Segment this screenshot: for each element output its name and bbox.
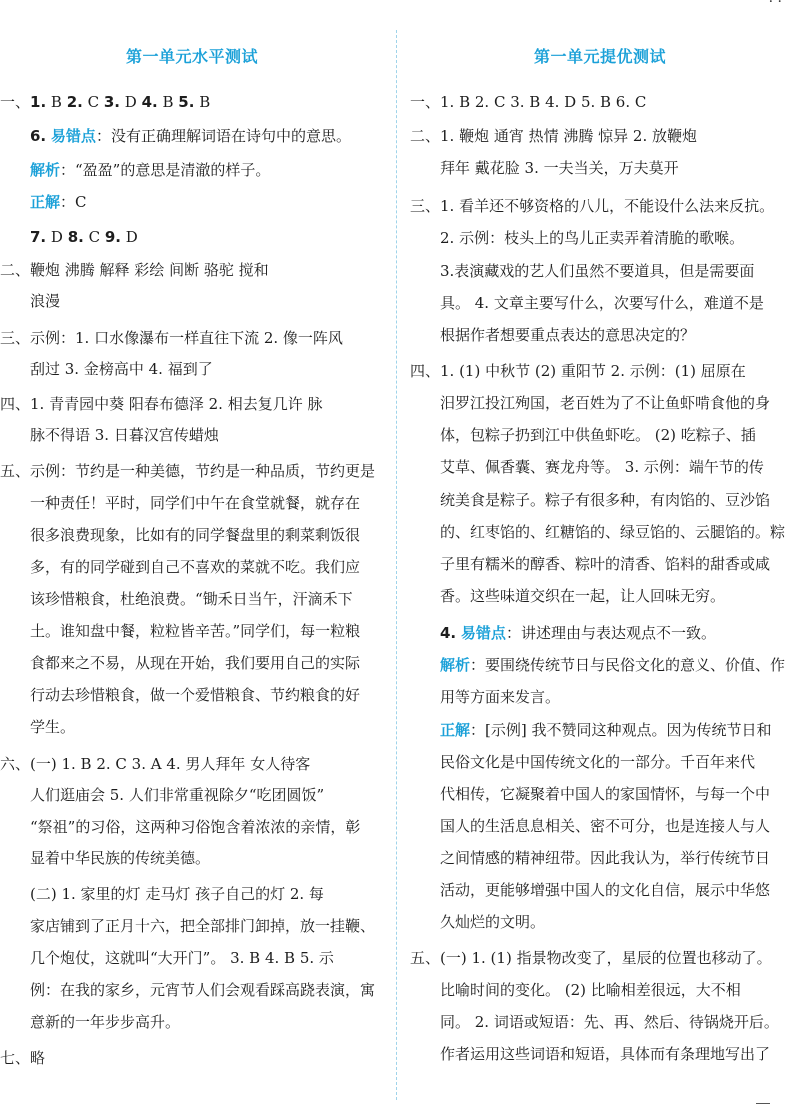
answer-text: 多，有的同学碰到自己不喜欢的菜就不吃。我们应 <box>30 558 361 576</box>
answer-text: 的、红枣馅的、红糖馅的、绿豆馅的、云腿馅的。粽 <box>440 523 786 541</box>
answer-text: D <box>120 93 142 111</box>
answer-line <box>30 817 360 837</box>
answer-line <box>30 192 87 212</box>
answer-text: 艾草、佩香囊、赛龙舟等。 3. 示例：端午节的传 <box>440 458 764 476</box>
answer-text: 该珍惜粮食，杜绝浪费。“锄禾日当午，汗滴禾下 <box>30 590 353 608</box>
answer-text: 5. <box>178 93 195 111</box>
answer-text: 拜年 戴花脸 3. 一夫当关，万夫莫开 <box>440 159 679 177</box>
answer-text: 一、 <box>0 93 31 111</box>
answer-line <box>440 720 772 740</box>
answer-line <box>30 785 324 805</box>
answer-line <box>30 621 360 641</box>
answer-line <box>440 623 716 643</box>
answer-text: B <box>157 93 179 111</box>
answer-text: 比喻时间的变化。 (2) 比喻相差很远，大不相 <box>440 981 741 999</box>
answer-label: 正解 <box>30 193 61 211</box>
answer-line <box>0 1048 45 1068</box>
answer-text: ：[示例] 我不赞同这种观点。因为传统节日和 <box>470 721 772 739</box>
answer-text: “祭祖”的习俗，这两种习俗饱含着浓浓的亲情，彰 <box>30 818 361 836</box>
answer-line <box>440 880 770 900</box>
answer-line <box>410 126 697 146</box>
answer-text: 子里有糯米的醇香、粽叶的清香、馅料的甜香或咸 <box>440 555 771 573</box>
answer-text: 二、1. 鞭炮 通宵 热情 沸腾 惊异 2. 放鞭炮 <box>410 127 698 145</box>
answer-text: 具。 4. 文章主要写什么，次要写什么，难道不是 <box>440 294 764 312</box>
answer-text: 显着中华民族的传统美德。 <box>30 849 211 867</box>
answer-text: 8. <box>67 228 84 246</box>
answer-line <box>440 393 770 413</box>
page-corner-mark: · · <box>768 0 782 10</box>
answer-line <box>30 653 360 673</box>
answer-line <box>30 493 360 513</box>
answer-text: 4. <box>440 624 457 642</box>
answer-text: 五、(一) 1. (1) 指景物改变了，星辰的位置也移动了。 <box>410 949 772 967</box>
answer-text: 久灿烂的文明。 <box>440 913 546 931</box>
answer-text: 国人的生活息息相关、密不可分，也是连接人与人 <box>440 817 771 835</box>
answer-label: 解析 <box>440 656 471 674</box>
answer-text: 之间情感的精神纽带。因此我认为，举行传统节日 <box>440 849 771 867</box>
answer-line <box>440 522 785 542</box>
answer-line <box>30 291 60 311</box>
answer-line <box>30 227 138 247</box>
answer-text: 四、1. (1) 中秋节 (2) 重阳节 2. 示例：(1) 屈原在 <box>410 362 746 380</box>
answer-text: 四、1. 青青园中葵 阳春布德泽 2. 相去复几许 脉 <box>0 395 323 413</box>
answer-text: B <box>194 93 211 111</box>
answer-line <box>30 848 210 868</box>
answer-text: 3.表演藏戏的艺人们虽然不要道具，但是需要面 <box>440 262 755 280</box>
answer-text: ：C <box>60 193 87 211</box>
answer-text: 几个炮仗，这就叫“大开门”。 3. B 4. B 5. 示 <box>30 949 334 967</box>
answer-text: ：讲述理由与表达观点不一致。 <box>505 624 716 642</box>
answer-line <box>440 457 764 477</box>
answer-line <box>30 160 270 180</box>
answer-text: 行动去珍惜粮食，做一个爱惜粮食、节约粮食的好 <box>30 686 361 704</box>
page-corner-dash <box>756 1103 770 1104</box>
answer-line <box>0 92 210 112</box>
answer-line <box>440 293 764 313</box>
answer-line <box>440 228 744 248</box>
answer-line <box>440 554 770 574</box>
answer-line <box>0 328 343 348</box>
answer-text: (二) 1. 家里的灯 走马灯 孩子自己的灯 2. 每 <box>30 885 324 903</box>
answer-line <box>440 912 545 932</box>
answer-text: 3. <box>103 93 121 111</box>
answer-line <box>440 158 679 178</box>
answer-line <box>410 196 774 216</box>
answer-text: 同。 2. 词语或短语：先、再、然后、待锅烧开后。 <box>440 1013 779 1031</box>
answer-line <box>30 948 334 968</box>
answer-line <box>30 1012 180 1032</box>
answer-text: 体，包粽子扔到江中供鱼虾吃。 (2) 吃粽子、插 <box>440 426 756 444</box>
answer-line <box>440 784 770 804</box>
answer-text: 五、示例：节约是一种美德，节约是一种品质，节约更是 <box>0 462 376 480</box>
answer-text: B <box>46 93 67 111</box>
answer-text: 代相传，它凝聚着中国人的家国情怀，与每一个中 <box>440 785 771 803</box>
answer-text: 食都来之不易，从现在开始，我们要用自己的实际 <box>30 654 361 672</box>
answer-line <box>440 816 770 836</box>
answer-text: 6. <box>30 127 47 145</box>
answer-label: 易错点 <box>50 127 96 145</box>
answer-text: ：“盈盈”的意思是清澈的样子。 <box>60 161 271 179</box>
answer-text: ：没有正确理解词语在诗句中的意思。 <box>95 127 351 145</box>
answer-line <box>30 126 351 146</box>
answer-text: 一、1. B 2. C 3. B 4. D 5. B 6. C <box>410 93 647 111</box>
answer-text: D <box>121 228 138 246</box>
answer-line <box>440 655 785 675</box>
answer-line <box>440 1044 770 1064</box>
answer-line <box>410 948 772 968</box>
answer-text: C <box>82 93 104 111</box>
answer-text: 家店铺到了正月十六，把全部排门卸掉，放一挂鞭、 <box>30 917 376 935</box>
answer-line <box>0 394 322 414</box>
answer-text: D <box>46 228 68 246</box>
answer-line <box>440 687 560 707</box>
answer-label: 易错点 <box>460 624 506 642</box>
left-section-title: 第一单元水平测试 <box>125 47 258 66</box>
answer-text: 汨罗江投江殉国，老百姓为了不让鱼虾啃食他的身 <box>440 394 771 412</box>
answer-text: 很多浪费现象，比如有的同学餐盘里的剩菜剩饭很 <box>30 526 361 544</box>
answer-line <box>440 325 695 345</box>
answer-text: 脉不得语 3. 日暮汉宫传蜡烛 <box>30 426 219 444</box>
answer-text: 2. <box>66 93 83 111</box>
answer-label: 解析 <box>30 161 61 179</box>
answer-line <box>0 754 310 774</box>
answer-line <box>30 717 75 737</box>
answer-line <box>410 92 646 112</box>
answer-line <box>30 525 360 545</box>
answer-text: 七、略 <box>0 1049 46 1067</box>
answer-text: 土。谁知盘中餐，粒粒皆辛苦。”同学们，每一粒粮 <box>30 622 361 640</box>
answer-text: 三、1. 看羊还不够资格的八儿，不能设什么法来反抗。 <box>410 197 775 215</box>
answer-text: 2. 示例：枝头上的鸟儿正卖弄着清脆的歌喉。 <box>440 229 745 247</box>
answer-text: 刮过 3. 金榜高中 4. 福到了 <box>30 360 213 378</box>
answer-text: 六、(一) 1. B 2. C 3. A 4. 男人拜年 女人待客 <box>0 755 311 773</box>
answer-line <box>30 980 375 1000</box>
answer-text: 1. <box>30 93 47 111</box>
answer-text: 活动，更能够增强中国人的文化自信，展示中华悠 <box>440 881 771 899</box>
answer-text: 一种责任！平时，同学们中午在食堂就餐，就存在 <box>30 494 361 512</box>
answer-text: 9. <box>104 228 121 246</box>
answer-text: 人们逛庙会 5. 人们非常重视除夕“吃团圆饭” <box>30 786 325 804</box>
answer-line <box>30 884 324 904</box>
answer-line <box>440 586 725 606</box>
answer-text: 三、示例：1. 口水像瀑布一样直往下流 2. 像一阵风 <box>0 329 343 347</box>
answer-line <box>30 557 360 577</box>
answer-text: 民俗文化是中国传统文化的一部分。千百年来代 <box>440 753 756 771</box>
answer-text: 二、鞭炮 沸腾 解释 彩绘 间断 骆驼 搅和 <box>0 261 269 279</box>
answer-line <box>440 425 756 445</box>
answer-text: 7. <box>30 228 47 246</box>
answer-line <box>0 461 375 481</box>
answer-line <box>440 752 755 772</box>
answer-text: C <box>83 228 105 246</box>
answer-text: 例：在我的家乡，元宵节人们会观看踩高跷表演，寓 <box>30 981 376 999</box>
answer-text: 统美食是粽子。粽子有很多种，有肉馅的、豆沙馅 <box>440 491 771 509</box>
answer-line <box>440 490 770 510</box>
answer-text: 根据作者想要重点表达的意思决定的？ <box>440 326 696 344</box>
answer-line <box>30 359 213 379</box>
answer-text: ：要围绕传统节日与民俗文化的意义、价值、作 <box>470 656 786 674</box>
answer-text: 意新的一年步步高升。 <box>30 1013 181 1031</box>
answer-line <box>30 589 353 609</box>
answer-line <box>440 980 741 1000</box>
answer-text: 浪漫 <box>30 292 61 310</box>
answer-line <box>440 261 754 281</box>
answer-label: 正解 <box>440 721 471 739</box>
column-divider <box>396 30 397 1100</box>
right-section-title: 第一单元提优测试 <box>533 47 666 66</box>
answer-line <box>30 425 219 445</box>
answer-line <box>30 685 360 705</box>
answer-text: 作者运用这些词语和短语，具体而有条理地写出了 <box>440 1045 771 1063</box>
answer-text: 香。这些味道交织在一起，让人回味无穷。 <box>440 587 726 605</box>
answer-text: 4. <box>141 93 158 111</box>
answer-line <box>0 260 269 280</box>
answer-text: 用等方面来发言。 <box>440 688 561 706</box>
answer-line <box>440 1012 779 1032</box>
answer-line <box>30 916 375 936</box>
answer-line <box>410 361 746 381</box>
answer-line <box>440 848 770 868</box>
answer-text: 学生。 <box>30 718 76 736</box>
